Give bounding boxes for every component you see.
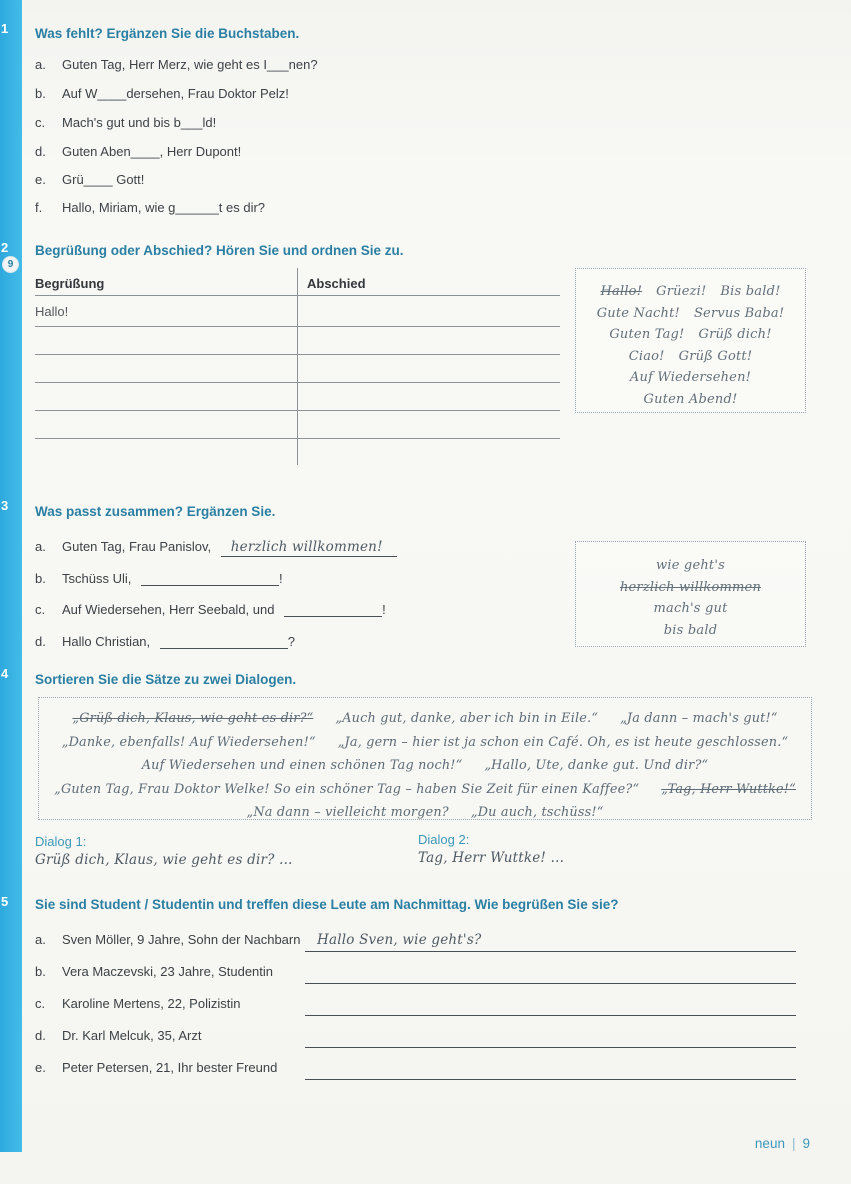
filled-answer [305,964,317,980]
item-letter: d. [35,144,46,159]
word-bank-line [576,281,805,303]
answer-line [305,964,796,984]
table-cell-hallo: Hallo! [35,304,69,319]
word-bank-word: Guten Abend! [643,391,738,407]
word-bank-line [576,324,805,346]
exercise-number-strip [0,0,22,1152]
exercise-5-item-a [35,932,811,950]
item-letter: c. [35,996,46,1011]
exercise-2-title: Begrüßung oder Abschied? Hören Sie und ordnen Sie zu. [35,243,404,258]
item-suffix: ? [287,634,296,649]
word-bank-line [576,346,805,368]
word-bank-word: herzlich willkommen [619,579,762,595]
word-bank-word: Guten Tag! [609,327,685,342]
exercise-1-item-b [35,86,811,104]
item-text: Auf Wiedersehen, Herr Seebald, und [62,602,275,617]
answer-line [305,996,796,1016]
item-letter: c. [35,115,46,130]
word-bank-line [576,555,805,577]
dialog-1-answer: Grüß dich, Klaus, wie geht es dir? … [35,852,293,868]
exercise-1-item-d [35,144,811,162]
exercise-1-item-c [35,115,811,133]
exercise-2-word-bank [575,268,806,413]
sentence: „Ja, gern – hier ist ja schon ein Café. Oh, es ist heute geschlossen.“ [337,734,789,750]
item-text: Hallo, Miriam, wie g______t es dir? [62,200,266,215]
audio-track-icon [2,256,19,273]
table-line [35,295,560,296]
sentence: „Ja dann – mach's gut!“ [620,711,778,726]
exercise-1-item-a [35,57,811,75]
item-text: Tschüss Uli, [62,571,132,586]
sentence-line [39,707,811,731]
item-text: Guten Tag, Herr Merz, wie geht es I___nen? [62,57,318,72]
person-description: Karoline Mertens, 22, Polizistin [62,996,241,1011]
filled-answer [305,996,317,1012]
filled-answer [305,1028,317,1044]
exercise-3-title: Was passt zusammen? Ergänzen Sie. [35,504,276,519]
sentence: „Tag, Herr Wuttke!“ [661,781,796,797]
item-letter: e. [35,172,46,187]
item-letter: a. [35,932,46,947]
word-bank-word: wie geht's [656,558,725,573]
filled-answer [305,1060,317,1076]
sentence-line [39,754,811,778]
word-bank-word: bis bald [663,622,718,638]
item-letter: a. [35,57,46,72]
person-description: Dr. Karl Melcuk, 35, Arzt [62,1028,202,1043]
dialog-2-answer: Tag, Herr Wuttke! … [418,850,565,866]
sentence: „Danke, ebenfalls! Auf Wiedersehen!“ [61,734,316,750]
item-letter: e. [35,1060,46,1075]
item-suffix: ! [278,571,283,586]
word-bank-word: Hallo! [600,284,643,299]
person-description: Peter Petersen, 21, Ihr bester Freund [62,1060,278,1075]
answer-line [305,932,796,952]
dialog-1-label: Dialog 1: [35,834,87,849]
filled-answer: Hallo Sven, wie geht's? [317,932,482,948]
sentence: „Na dann – vielleicht morgen? [246,805,449,821]
page-footer [600,1136,810,1151]
table-line [35,326,560,327]
word-bank-word: Auf Wiedersehen! [629,370,752,385]
exercise-4-title: Sortieren Sie die Sätze zu zwei Dialogen. [35,672,297,687]
item-letter: d. [35,1028,46,1043]
word-bank-word: Gute Nacht! [596,305,680,321]
word-bank-line [576,367,805,389]
item-text: Hallo Christian, [62,634,151,649]
sentence: Auf Wiedersehen und einen schönen Tag noch!“ [141,758,463,774]
word-bank-word: Grüezi! [656,284,707,299]
word-bank-word: Grüß Gott! [678,348,753,364]
table-column-abschied: Abschied [307,276,366,291]
table-column-begruessung: Begrüßung [35,276,105,291]
answer-blank [284,602,382,617]
word-bank-word: Ciao! [628,348,665,364]
item-letter: a. [35,539,46,554]
exercise-5-item-e [35,1060,811,1078]
exercise-4-number: 4 [1,666,8,681]
dialog-2-label: Dialog 2: [418,832,470,847]
word-bank-word: mach's gut [653,601,728,616]
word-bank-word: Bis bald! [720,284,781,299]
item-text: Auf W____dersehen, Frau Doktor Pelz! [62,86,289,101]
sentence: „Auch gut, danke, aber ich bin in Eile.“ [335,711,599,726]
person-description: Sven Möller, 9 Jahre, Sohn der Nachbarn [62,932,301,947]
exercise-5-title: Sie sind Student / Studentin und treffen diese Leute am Nachmittag. Wie begrüßen Sie sie? [35,897,619,912]
audio-track-number: 9 [7,259,14,270]
item-letter: d. [35,634,46,649]
exercise-1-item-f [35,200,811,218]
word-bank-line [576,598,805,620]
sentence: „Hallo, Ute, danke gut. Und dir?“ [484,758,709,774]
table-line [35,354,560,355]
word-bank-word: Servus Baba! [693,305,785,321]
exercise-3-word-bank [575,541,806,647]
item-letter: b. [35,964,46,979]
sentence-line [39,731,811,755]
filled-answer: herzlich willkommen! [221,539,397,557]
item-letter: b. [35,86,46,101]
word-bank-line [576,303,805,325]
sentence: „Grüß dich, Klaus, wie geht es dir?“ [72,711,314,726]
exercise-2-number: 2 [1,240,8,255]
item-suffix: ! [382,602,386,617]
item-text: Guten Tag, Frau Panislov, [62,539,212,554]
answer-line [305,1060,796,1080]
item-letter: b. [35,571,46,586]
exercise-5-item-b [35,964,811,982]
table-line [35,410,560,411]
exercise-1-item-e [35,172,811,190]
person-description: Vera Maczevski, 23 Jahre, Studentin [62,964,274,979]
exercise-5-item-c [35,996,811,1014]
table-divider [297,268,298,465]
exercise-3-number: 3 [1,498,8,513]
footer-separator: | [791,1136,796,1151]
item-text: Guten Aben____, Herr Dupont! [62,144,242,159]
word-bank-line [576,620,805,642]
exercise-1-title: Was fehlt? Ergänzen Sie die Buchstaben. [35,26,300,41]
item-text: Mach's gut und bis b___ld! [62,115,217,130]
table-line [35,438,560,439]
page-number-word: neun [754,1136,785,1151]
word-bank-line [576,389,805,411]
sentence-sort-box [38,697,812,820]
item-letter: f. [35,200,43,215]
table-line [35,382,560,383]
word-bank-line [576,577,805,599]
answer-blank [160,634,288,649]
exercise-1-number: 1 [1,21,8,36]
answer-blank [141,571,279,586]
sentence: „Du auch, tschüss!“ [470,805,604,821]
item-text: Grü____ Gott! [62,172,145,187]
word-bank-word: Grüß dich! [698,327,772,342]
sentence: „Guten Tag, Frau Doktor Welke! So ein schöner Tag – haben Sie Zeit für einen Kaffee?“ [54,781,640,797]
answer-line [305,1028,796,1048]
page-number: 9 [802,1136,810,1151]
exercise-5-item-d [35,1028,811,1046]
item-letter: c. [35,602,46,617]
sentence-line [39,801,811,825]
exercise-5-number: 5 [1,894,8,909]
sentence-line [39,778,811,802]
